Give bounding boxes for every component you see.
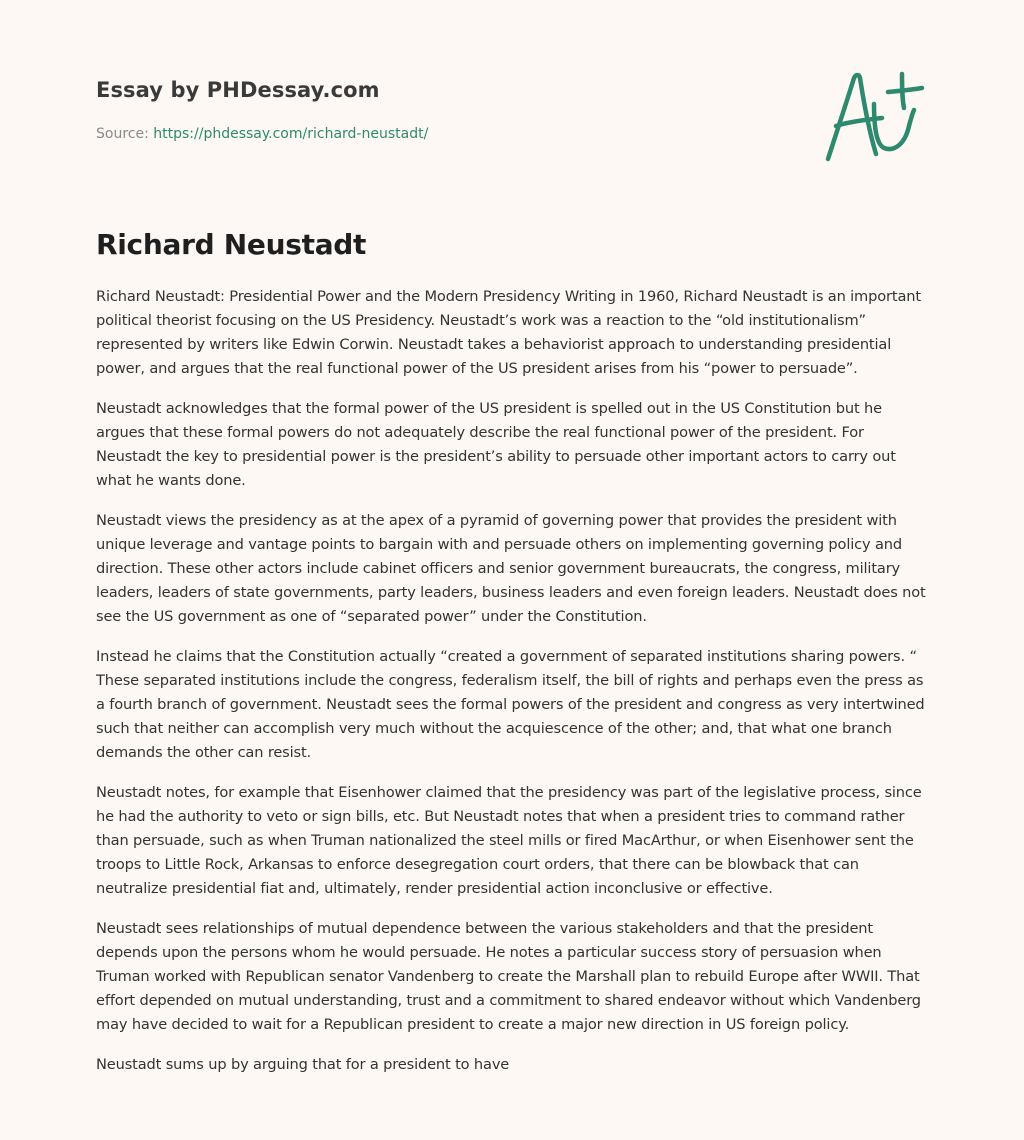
site-brand: Essay by PHDessay.com <box>96 78 380 102</box>
a-plus-grade-icon <box>818 64 930 168</box>
page-header <box>96 76 796 144</box>
page-title: Richard Neustadt <box>96 228 367 261</box>
essay-paragraph: Neustadt sees relationships of mutual dependence between the various stakeholders and that the president depends upon the persons whom he would persuade. He notes a particular success story of persuasion when Truman worked with Republican senator Vandenberg to create the Marshall plan to rebuild Europe after WWII. That effort depended on mutual understanding, trust and a commitment to shared endeavor without which Vandenberg may have decided to wait for a Republican president to create a major new direction in US foreign policy. <box>96 920 921 1033</box>
source-line <box>96 124 796 144</box>
essay-paragraph: Neustadt sums up by arguing that for a president to have <box>96 1056 510 1073</box>
essay-paragraph: Neustadt acknowledges that the formal power of the US president is spelled out in the US Constitution but he argues that these formal powers do not adequately describe the real functional power of the president. For Neustadt the key to presidential power is the president’s ability to persuade other important actors to carry out what he wants done. <box>96 400 896 489</box>
essay-paragraph: Richard Neustadt: Presidential Power and the Modern Presidency Writing in 1960, Richard Neustadt is an important political theorist focusing on the US Presidency. Neustadt’s work was a reaction to the “old institutionalism” represented by writers like Edwin Corwin. Neustadt takes a behaviorist approach to understanding presidential power, and argues that the real functional power of the US president arises from his “power to persuade”. <box>96 288 921 377</box>
source-label: Source: <box>96 126 149 142</box>
essay-paragraph: Neustadt notes, for example that Eisenhower claimed that the presidency was part of the legislative process, since he had the authority to veto or sign bills, etc. But Neustadt notes that when a president tries to command rather than persuade, such as when Truman nationalized the steel mills or fired MacArthur, or when Eisenhower sent the troops to Little Rock, Arkansas to enforce desegregation court orders, that there can be blowback that can neutralize presidential fiat and, ultimately, render presidential action inconclusive or effective. <box>96 784 922 897</box>
essay-body <box>96 285 932 1093</box>
source-link[interactable]: https://phdessay.com/richard-neustadt/ <box>153 126 429 142</box>
essay-paragraph: Instead he claims that the Constitution actually “created a government of separated institutions sharing powers. “ These separated institutions include the congress, federalism itself, the bill of rights and perhaps even the press as a fourth branch of government. Neustadt sees the formal powers of the president and congress as very intertwined such that neither can accomplish very much without the acquiescence of the other; and, that what one branch demands the other can resist. <box>96 648 925 761</box>
essay-paragraph: Neustadt views the presidency as at the apex of a pyramid of governing power that provides the president with unique leverage and vantage points to bargain with and persuade others on implementing governing policy and direction. These other actors include cabinet officers and senior government bureaucrats, the congress, military leaders, leaders of state governments, party leaders, business leaders and even foreign leaders. Neustadt does not see the US government as one of “separated power” under the Constitution. <box>96 512 926 625</box>
